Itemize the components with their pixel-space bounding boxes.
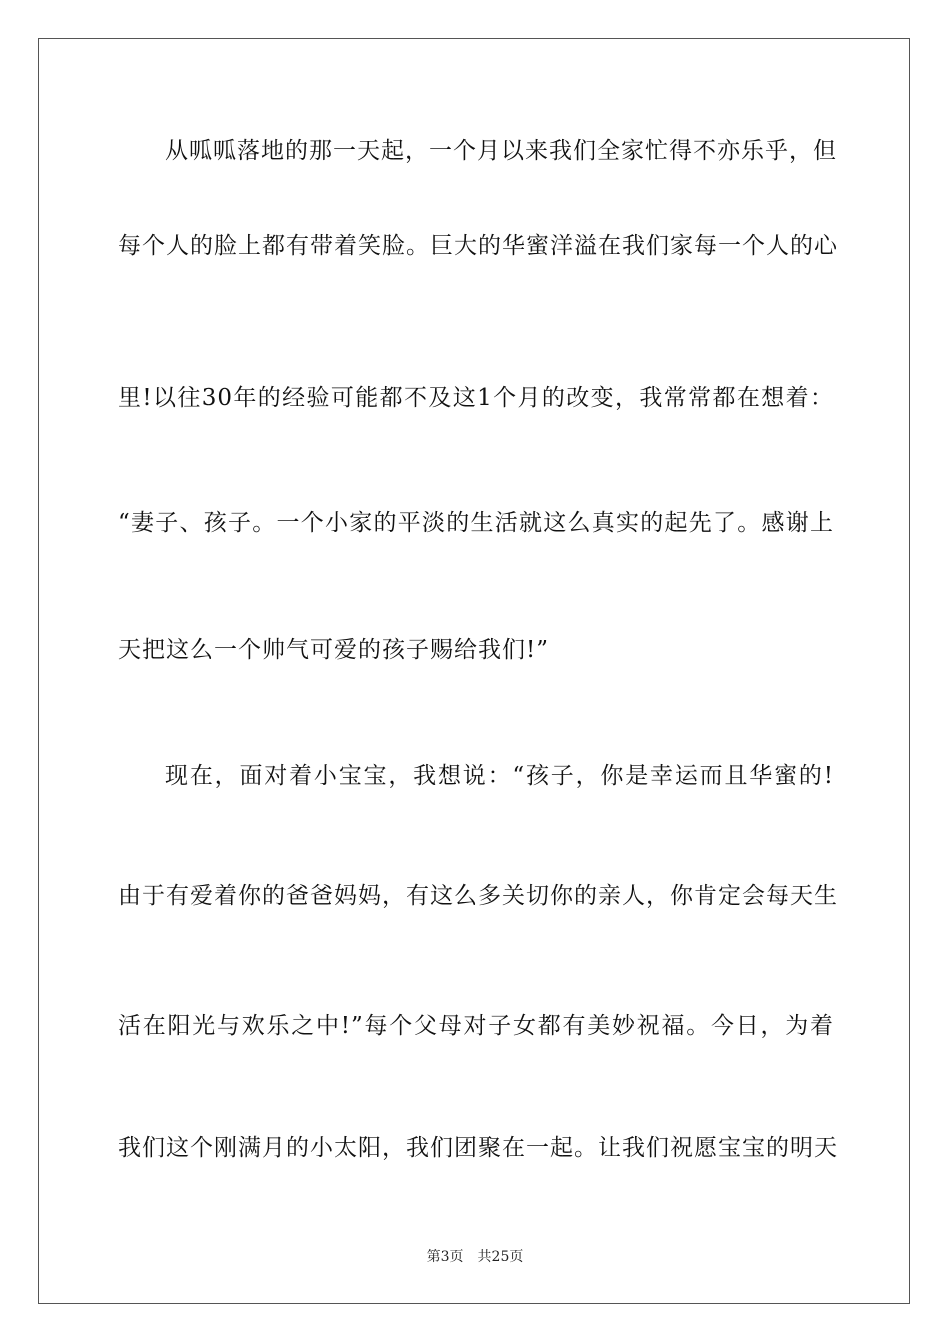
paragraph-1-line-2: 每个人的脸上都有带着笑脸。巨大的华蜜洋溢在我们家每一个人的心: [118, 233, 838, 259]
paragraph-2-line-4: 我们这个刚满月的小太阳，我们团聚在一起。让我们祝愿宝宝的明天: [118, 1135, 838, 1161]
paragraph-2-line-3: 活在阳光与欢乐之中!”每个父母对子女都有美妙祝福。今日，为着: [118, 1013, 834, 1039]
paragraph-1-line-1: 从呱呱落地的那一天起，一个月以来我们全家忙得不亦乐乎，但: [165, 138, 837, 164]
paragraph-2-line-1: 现在，面对着小宝宝，我想说：“孩子，你是幸运而且华蜜的!: [165, 763, 834, 789]
page-border: [38, 38, 910, 1304]
paragraph-1-line-4: “妻子、孩子。一个小家的平淡的生活就这么真实的起先了。感谢上: [118, 510, 834, 536]
page-footer: [0, 1248, 950, 1266]
paragraph-1-line-5: 天把这么一个帅气可爱的孩子赐给我们!”: [118, 637, 550, 663]
page-total: 共25页: [477, 1249, 524, 1265]
paragraph-1-line-3: 里!以往30年的经验可能都不及这1个月的改变，我常常都在想着：: [118, 385, 834, 411]
page-number: 第3页: [426, 1249, 464, 1265]
paragraph-2-line-2: 由于有爱着你的爸爸妈妈，有这么多关切你的亲人，你肯定会每天生: [118, 883, 838, 909]
